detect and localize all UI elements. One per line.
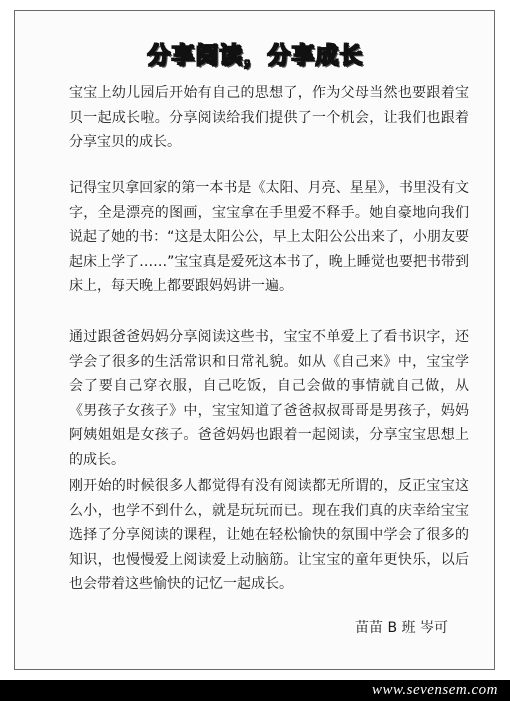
paragraph-3: 通过跟爸爸妈妈分享阅读这些书，宝宝不单爱上了看书识字，还学会了很多的生活常识和日常礼貌。如从《自己来》中，宝宝学会了要自己穿衣服，自己吃饭，自己会做的事情就自己做，从《男孩子女孩子》中，宝宝知道了爸爸叔叔哥哥是男孩子，妈妈阿姨姐姐是女孩子。爸爸妈妈也跟着一起阅读，分享宝宝思想上的成长。	[69, 329, 469, 468]
document-page	[14, 10, 495, 670]
paragraph-2: 记得宝贝拿回家的第一本书是《太阳、月亮、星星》，书里没有文字，全是漂亮的图画，宝宝拿在手里爱不释手。她自豪地向我们说起了她的书：“这是太阳公公，早上太阳公公出来了，小朋友要起床上学了……”宝宝真是爱死这本书了，晚上睡觉也要把书带到床上，每天晚上都要跟妈妈讲一遍。	[69, 180, 469, 294]
document-title: 分享阅读，分享成长	[147, 43, 364, 69]
footer-bar	[0, 680, 510, 701]
watermark-text: www.sevensem.com	[371, 682, 498, 698]
paragraph-4: 刚开始的时候很多人都觉得有没有阅读都无所谓的，反正宝宝这么小，也学不到什么，就是玩玩而已。现在我们真的庆幸给宝宝选择了分享阅读的课程，让她在轻松愉快的氛围中学会了很多的知识，也慢慢爱上阅读爱上动脑筋。让宝宝的童年更快乐，以后也会带着这些愉快的记忆一起成长。	[69, 478, 469, 592]
signature: 苗苗 B 班 岑可	[355, 620, 448, 636]
paragraph-1: 宝宝上幼儿园后开始有自己的思想了，作为父母当然也要跟着宝贝一起成长啦。分享阅读给我们提供了一个机会，让我们也跟着分享宝贝的成长。	[69, 85, 469, 150]
